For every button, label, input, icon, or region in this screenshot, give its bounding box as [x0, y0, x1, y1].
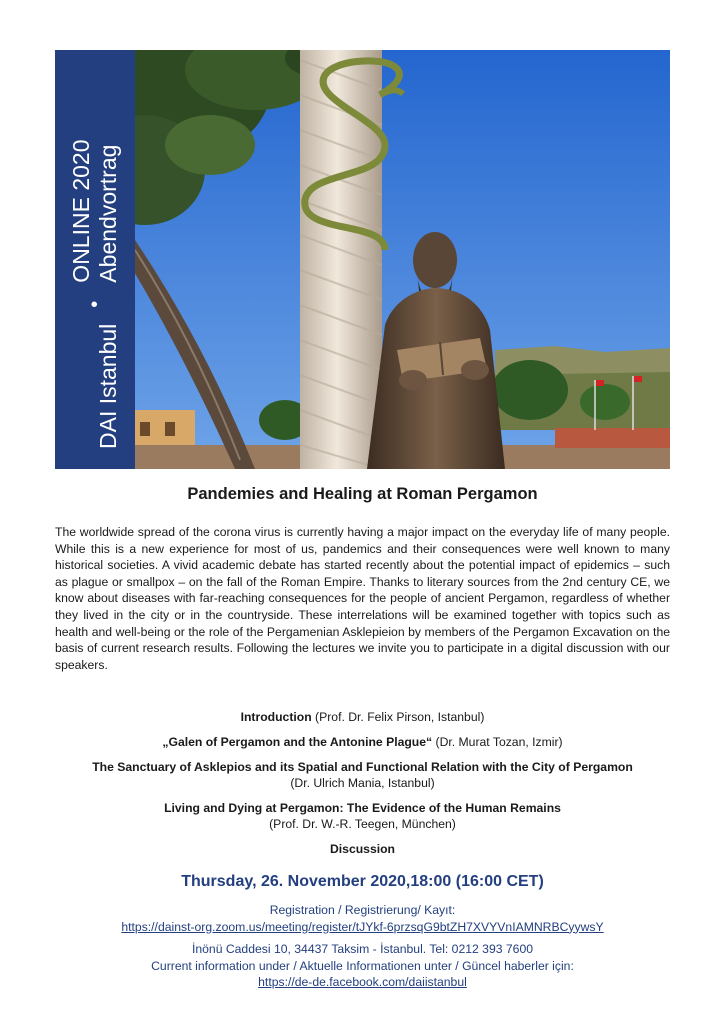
registration-label: Registration / Registrierung/ Kayıt:: [269, 903, 456, 917]
program-item-title: Introduction: [240, 710, 312, 724]
banner-text: [55, 50, 135, 469]
program-item-speaker: (Dr. Ulrich Mania, Istanbul): [290, 776, 435, 790]
registration-link[interactable]: https://dainst-org.zoom.us/meeting/register/tJYkf-6przsqG9btZH7XVYVnIAMNRBCyywsY: [121, 919, 604, 934]
program-item-title: Living and Dying at Pergamon: The Evidence of the Human Remains: [164, 801, 561, 815]
event-info: [55, 902, 670, 991]
event-banner: [55, 50, 135, 469]
event-date: Thursday, 26. November 2020,18:00 (16:00 CET): [181, 873, 544, 890]
tree-right: [492, 360, 568, 420]
current-info-label: Current information under / Aktuelle Informationen unter / Güncel haberler için:: [151, 958, 574, 973]
program-item-speaker: (Prof. Dr. W.-R. Teegen, München): [269, 817, 456, 831]
facebook-link[interactable]: https://de-de.facebook.com/daiistanbul: [258, 975, 467, 989]
lecture-title: Pandemies and Healing at Roman Pergamon: [187, 485, 538, 503]
program-item: [55, 709, 670, 725]
program-item-speaker: (Dr. Murat Tozan, Izmir): [432, 735, 563, 749]
program-item-title: Discussion: [329, 842, 396, 856]
abstract-text: The worldwide spread of the corona virus is currently having a major impact on the everyday life of many people. While this is a new experience for most of us, pandemics and their consequences were well known to many historical societies. A vivid academic debate has started recently about the potential impact of epidemics – such as plague or smallpox – on the fall of the Roman Empire. Thanks to literary sources from the 2nd century CE, we know about diseases with far-reaching consequences for the people of ancient Pergamon, regardless of whether they lived in the city or in the countryside. These interrelations will be examined together with topics such as health and well-being or the role of the Pergamenian Asklepieion by members of the Pergamon Excavation on the basis of current research results. Following the lectures we invite you to participate in a digital discussion with our speakers.: [55, 525, 670, 672]
program-item-title: The Sanctuary of Asklepios and its Spatial and Functional Relation with the City of Pergamon: [92, 760, 633, 774]
banner-bullet: •: [83, 300, 106, 308]
program-list: [55, 709, 670, 866]
program-item-speaker: (Prof. Dr. Felix Pirson, Istanbul): [311, 710, 485, 724]
banner-institute: DAI Istanbul: [95, 323, 121, 449]
banner-online-year: ONLINE 2020: [68, 139, 94, 283]
statue-photo: [135, 50, 670, 469]
program-item-title: „Galen of Pergamon and the Antonine Plague“: [162, 735, 433, 749]
program-item: [55, 734, 670, 750]
address: İnönü Caddesi 10, 34437 Taksim - İstanbul. Tel: 0212 393 7600: [191, 942, 534, 956]
program-item: [55, 841, 670, 857]
banner-event-type: Abendvortrag: [95, 144, 121, 283]
program-item: [55, 759, 670, 791]
program-item: [55, 800, 670, 832]
